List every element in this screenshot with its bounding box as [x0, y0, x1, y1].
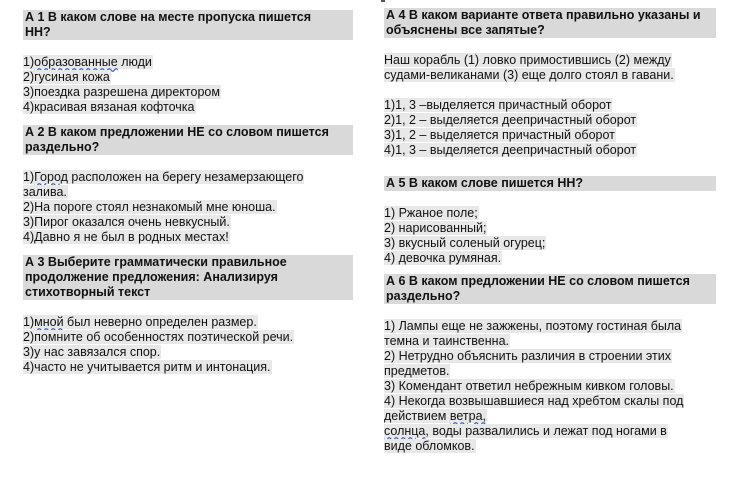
option-number: 1) — [23, 55, 35, 69]
option-text: темна и таинственна. — [384, 334, 509, 348]
spellcheck-word: ветра, — [449, 409, 486, 423]
question-a6-title — [384, 274, 716, 304]
question-a2-title — [23, 125, 353, 155]
question-a3-title-line: А 3 Выберите грамматически правильное — [25, 255, 287, 269]
question-a4-title-line: объяснены все запятые? — [386, 23, 545, 37]
question-a3-title — [23, 255, 353, 300]
question-a3-title-line: продолжение предложения: Анализируя — [25, 270, 278, 284]
option-text: 2) нарисованный; — [384, 221, 487, 235]
option-text: 2)гусиная кожа — [23, 70, 110, 84]
question-text: судами-великанами (3) еще долго стоял в гавани. — [384, 68, 674, 82]
option-text: 4)часто не учитывается ритм и интонация. — [23, 360, 271, 374]
question-a2-option-3 — [23, 215, 353, 230]
option-text: 2)На пороге стоял незнакомый мне юноша. — [23, 200, 276, 214]
option-text: 4)1, 3 – выделяется деепричастный оборот — [384, 143, 637, 157]
question-a1-option-4 — [23, 100, 353, 115]
question-a1-title-line: НН? — [25, 25, 51, 39]
option-number: 1) — [23, 315, 35, 329]
question-a6-option-2-cont — [384, 364, 716, 379]
question-a6-option-4 — [384, 394, 716, 409]
question-a5-title — [384, 176, 716, 191]
option-text: , воды развалились и лежат под ногами в — [425, 424, 667, 438]
question-a5-title-line: А 5 В каком слове пишется НН? — [386, 176, 584, 190]
question-a5-option-3 — [384, 236, 716, 251]
option-text: 2) Нетрудно объяснить различия в строении этих — [384, 349, 671, 363]
option-text: 3)Пирог оказался очень невкусный. — [23, 215, 230, 229]
question-a2-option-1 — [23, 170, 353, 185]
question-a4-option-1 — [384, 98, 716, 113]
question-a6-option-1 — [384, 319, 716, 334]
option-text: предметов. — [384, 364, 450, 378]
spellcheck-word: Город — [34, 170, 68, 184]
option-text: 1) Ржаное поле; — [384, 206, 478, 220]
option-number: 1) — [23, 170, 35, 184]
option-text: был неверно определен размер. — [63, 315, 257, 329]
question-a3-option-3 — [23, 345, 353, 360]
question-a6-option-1-cont — [384, 334, 716, 349]
option-text: 4)красивая вязаная кофточка — [23, 100, 195, 114]
question-a6-option-3 — [384, 379, 716, 394]
question-a3-option-1 — [23, 315, 353, 330]
left-column — [23, 0, 353, 375]
question-a1-title-line: А 1 В каком слове на месте пропуска пишется — [25, 10, 312, 24]
question-a3-option-2 — [23, 330, 353, 345]
question-a3-option-4 — [23, 360, 353, 375]
question-a4-option-2 — [384, 113, 716, 128]
question-a1-title — [23, 10, 353, 40]
question-a2-title-line: А 2 В каком предложении НЕ со словом пишется — [25, 125, 329, 139]
question-a5-option-2 — [384, 221, 716, 236]
question-a2-option-4 — [23, 230, 353, 245]
question-a4-option-4 — [384, 143, 716, 158]
option-text: 3)1, 2 – выделяется причастный оборот — [384, 128, 615, 142]
option-text: люди — [117, 55, 152, 69]
question-a6-option-2 — [384, 349, 716, 364]
option-text: действием — [384, 409, 450, 423]
question-text: Наш корабль (1) ловко примостившись (2) между — [384, 53, 671, 67]
question-a1-option-2 — [23, 70, 353, 85]
option-text: 2)помните об особенностях поэтической речи. — [23, 330, 294, 344]
question-a1-option-3 — [23, 85, 353, 100]
right-column — [384, 0, 716, 454]
question-a3-title-line: стихотворный текст — [25, 285, 151, 299]
option-text: 4) девочка румяная. — [384, 251, 502, 265]
question-a2-option-1-cont — [23, 185, 353, 200]
option-text: расположен на берегу незамерзающего — [67, 170, 304, 184]
question-a6-option-4-cont — [384, 424, 716, 439]
option-text: залива. — [23, 185, 67, 199]
question-a6-option-4-cont — [384, 439, 716, 454]
option-text: 2)1, 2 – выделяется деепричастный оборот — [384, 113, 637, 127]
question-a4-title — [384, 8, 716, 38]
question-a1-option-1 — [23, 55, 353, 70]
option-text: 4) Некогда возвышавшиеся над хребтом скалы под — [384, 394, 684, 408]
question-a4-option-3 — [384, 128, 716, 143]
option-text: 3)у нас завязался спор. — [23, 345, 161, 359]
option-text: 3) вкусный соленый огурец; — [384, 236, 546, 250]
question-a6-option-4-cont — [384, 409, 716, 424]
option-text: 3)поездка разрешена директором — [23, 85, 220, 99]
question-a4-text-line — [384, 53, 716, 68]
question-a6-title-line: А 6 В каком предложении НЕ со словом пишется — [386, 274, 690, 288]
option-text: виде обломков. — [384, 439, 475, 453]
spellcheck-word: образованные — [34, 55, 118, 69]
question-a2-option-2 — [23, 200, 353, 215]
option-text: 1)1, 3 –выделяется причастный оборот — [384, 98, 612, 112]
option-text: 3) Комендант ответил небрежным кивком головы. — [384, 379, 674, 393]
question-a6-title-line: раздельно? — [386, 289, 461, 303]
question-a4-text-line — [384, 68, 716, 83]
question-a5-option-4 — [384, 251, 716, 266]
question-a4-title-line: А 4 В каком варианте ответа правильно указаны и — [386, 8, 701, 22]
option-text: 1) Лампы еще не зажжены, поэтому гостиная была — [384, 319, 682, 333]
spellcheck-word: мной — [34, 315, 64, 329]
question-a5-option-1 — [384, 206, 716, 221]
question-a2-title-line: раздельно? — [25, 140, 100, 154]
spellcheck-word: солнца — [384, 424, 426, 438]
option-text: 4)Давно я не был в родных местах! — [23, 230, 229, 244]
